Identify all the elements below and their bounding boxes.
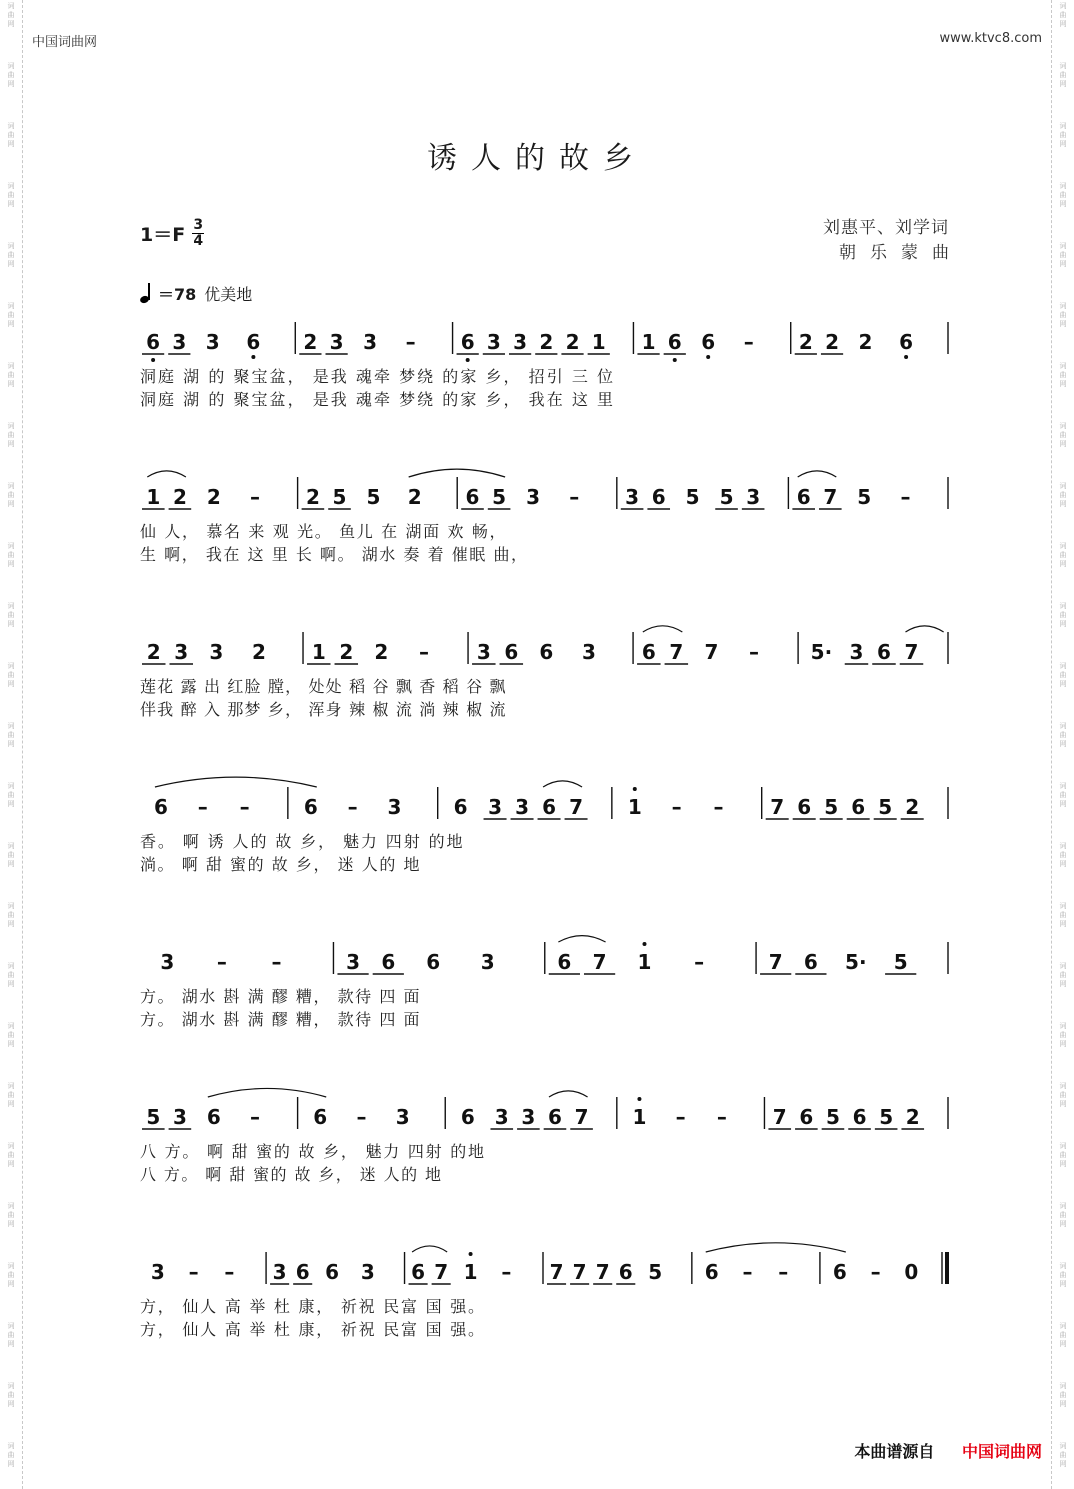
lyric-line: 八 方。 啊 甜 蜜的 故 乡， 迷 人的 地 (140, 1165, 441, 1184)
slur (549, 1091, 588, 1097)
side-watermark: 词 曲 网 (7, 1202, 15, 1228)
low-octave-dot (706, 355, 710, 359)
jianpu-note: 6 (411, 1260, 426, 1284)
side-watermark: 词 曲 网 (1059, 422, 1067, 448)
footer-source (854, 1439, 1042, 1462)
jianpu-note: 3 (476, 640, 491, 664)
jianpu-note: 6 (557, 950, 572, 974)
side-watermark: 词 曲 网 (7, 902, 15, 928)
side-watermark: 词 曲 网 (1059, 2, 1067, 28)
jianpu-note: 3 (515, 795, 530, 819)
jianpu-note: 3 (329, 330, 344, 354)
jianpu-note: 2 (251, 640, 266, 664)
jianpu-note: 5 (492, 485, 507, 509)
slur (208, 1088, 326, 1097)
jianpu-note: 7 (592, 950, 607, 974)
side-watermark: 词 曲 网 (7, 962, 15, 988)
dash-extension: – (224, 1260, 235, 1284)
jianpu-note: 7 (768, 950, 783, 974)
side-watermark: 词 曲 网 (7, 62, 15, 88)
dash-extension: – (250, 485, 261, 509)
low-octave-dot (466, 358, 470, 362)
side-watermark: 词 曲 网 (7, 722, 15, 748)
jianpu-note: 5 (146, 1105, 161, 1129)
jianpu-note: 5 (332, 485, 347, 509)
jianpu-note: 7 (772, 1105, 787, 1129)
side-watermark: 词 曲 网 (1059, 242, 1067, 268)
jianpu-note: 6 (539, 640, 554, 664)
dash-extension: – (743, 330, 754, 354)
jianpu-note: 3 (387, 795, 402, 819)
jianpu-note: 6 (453, 795, 468, 819)
side-watermark: 词 曲 网 (1059, 542, 1067, 568)
jianpu-note: 7 (904, 640, 919, 664)
jianpu-note: 7 (569, 795, 584, 819)
jianpu-note: 6 (465, 485, 480, 509)
site-url-header: www.ktvc8.com (939, 31, 1042, 46)
high-octave-dot (469, 1252, 473, 1256)
jianpu-note: 2 (798, 330, 813, 354)
jianpu-note: 3 (174, 640, 189, 664)
side-watermark: 词 曲 网 (7, 602, 15, 628)
side-watermark: 词 曲 网 (1059, 182, 1067, 208)
jianpu-note: 5 (824, 795, 839, 819)
dash-extension: – (356, 1105, 367, 1129)
jianpu-note: 3 (346, 950, 361, 974)
side-watermark: 词 曲 网 (1059, 722, 1067, 748)
side-watermark: 词 曲 网 (1059, 62, 1067, 88)
jianpu-note: 7 (574, 1105, 589, 1129)
dash-extension: – (778, 1260, 789, 1284)
side-watermark: 词 曲 网 (1059, 1142, 1067, 1168)
jianpu-note: 3 (205, 330, 220, 354)
lyric-line: 方， 仙人 高 举 杜 康， 祈祝 民富 国 强。 (140, 1297, 484, 1316)
jianpu-note: 6 (426, 950, 441, 974)
jianpu-note: 0 (904, 1260, 919, 1284)
expression-marking: 优美地 (204, 285, 253, 304)
side-watermark: 词 曲 网 (1059, 1262, 1067, 1288)
jianpu-note: 6 (246, 330, 261, 354)
lyric-line: 洞庭 湖 的 聚宝盆， 是我 魂牵 梦绕 的家 乡， 招引 三 位 (140, 367, 613, 386)
lyric-line: 香。 啊 诱 人的 故 乡， 魅力 四射 的地 (140, 832, 463, 851)
jianpu-note: 6 (704, 1260, 719, 1284)
lyric-line: 方， 仙人 高 举 杜 康， 祈祝 民富 国 强。 (140, 1320, 484, 1339)
slur (706, 1243, 846, 1252)
side-watermark: 词 曲 网 (7, 1382, 15, 1408)
key-label: 1＝F (140, 224, 186, 246)
dash-extension: – (197, 795, 208, 819)
jianpu-note: 6 (851, 795, 866, 819)
jianpu-note: 3 (272, 1260, 287, 1284)
jianpu-note: 2 (374, 640, 389, 664)
lyric-line: 洞庭 湖 的 聚宝盆， 是我 魂牵 梦绕 的家 乡， 我在 这 里 (140, 390, 613, 409)
low-octave-dot (251, 355, 255, 359)
slur (643, 626, 683, 632)
jianpu-note: 3 (526, 485, 540, 509)
high-octave-dot (637, 1097, 641, 1101)
dash-extension: – (250, 1105, 261, 1129)
side-watermark: 词 曲 网 (1059, 842, 1067, 868)
jianpu-note: 2 (303, 330, 318, 354)
dash-extension: – (742, 1260, 753, 1284)
dash-extension: – (569, 485, 580, 509)
jianpu-note: 5 (685, 485, 700, 509)
jianpu-note: 5 (878, 795, 893, 819)
dash-extension: – (347, 795, 358, 819)
jianpu-note: 2 (206, 485, 221, 509)
side-watermark: 词 曲 网 (1059, 602, 1067, 628)
jianpu-note: 2 (146, 640, 161, 664)
lyric-line: 淌。 啊 甜 蜜的 故 乡， 迷 人的 地 (140, 855, 420, 874)
jianpu-note: 7 (669, 640, 684, 664)
dash-extension: – (870, 1260, 881, 1284)
score-system (140, 1088, 948, 1184)
jianpu-note: 1 (463, 1260, 478, 1284)
slur (147, 471, 186, 477)
jianpu-note: 5 (825, 1105, 840, 1129)
side-watermark: 词 曲 网 (1059, 1202, 1067, 1228)
dash-extension: – (749, 640, 760, 664)
jianpu-note: 2 (825, 330, 839, 354)
jianpu-note: 3 (172, 330, 187, 354)
jianpu-note: 3 (209, 640, 224, 664)
side-watermark: 词 曲 网 (7, 482, 15, 508)
side-watermark: 词 曲 网 (7, 182, 15, 208)
low-octave-dot (151, 358, 155, 362)
jianpu-note: 6 (641, 640, 656, 664)
dash-extension: – (216, 950, 227, 974)
side-watermark: 词 曲 网 (7, 1022, 15, 1048)
jianpu-note: 5· (845, 950, 867, 974)
jianpu-note: 3 (513, 330, 528, 354)
source-label: 本曲谱源自 (854, 1442, 935, 1461)
jianpu-note: 1 (311, 640, 326, 664)
side-watermark: 词 曲 网 (7, 1082, 15, 1108)
jianpu-note: 6 (325, 1260, 340, 1284)
side-watermark: 词 曲 网 (7, 2, 15, 28)
time-numerator: 3 (193, 217, 204, 233)
slur (558, 936, 605, 942)
jianpu-note: 6 (206, 1105, 221, 1129)
jianpu-note: 7 (595, 1260, 610, 1284)
lyric-line: 方。 湖水 斟 满 醪 糟， 款待 四 面 (140, 987, 420, 1006)
jianpu-note: 3 (480, 950, 495, 974)
dash-extension: – (501, 1260, 512, 1284)
side-watermark: 词 曲 网 (7, 842, 15, 868)
slur (155, 777, 317, 787)
side-watermark: 词 曲 网 (1059, 1322, 1067, 1348)
jianpu-note: 6 (796, 485, 811, 509)
jianpu-note: 6 (701, 330, 716, 354)
jianpu-note: 3 (486, 330, 501, 354)
jianpu-note: 5 (648, 1260, 663, 1284)
jianpu-note: 6 (381, 950, 396, 974)
side-watermark: 词 曲 网 (1059, 1082, 1067, 1108)
side-watermark: 词 曲 网 (7, 242, 15, 268)
side-watermark: 词 曲 网 (7, 1262, 15, 1288)
jianpu-note: 2 (172, 485, 187, 509)
dash-extension: – (713, 795, 724, 819)
jianpu-note: 6 (797, 795, 812, 819)
side-watermark: 词 曲 网 (1059, 482, 1067, 508)
jianpu-note: 6 (548, 1105, 562, 1129)
jianpu-note: 6 (313, 1105, 328, 1129)
jianpu-note: 7 (823, 485, 838, 509)
dash-extension: – (188, 1260, 199, 1284)
lyric-line: 伴我 醉 入 那梦 乡， 浑身 辣 椒 流 淌 辣 椒 流 (140, 700, 506, 719)
slur (409, 469, 505, 477)
jianpu-note: 6 (877, 640, 891, 664)
score-system (140, 777, 948, 874)
lyric-line: 生 啊， 我在 这 里 长 啊。 湖水 奏 着 催眠 曲， (140, 545, 527, 564)
jianpu-note: 3 (363, 330, 377, 354)
side-watermark: 词 曲 网 (1059, 1442, 1067, 1468)
dash-extension: – (671, 795, 682, 819)
side-watermark: 词 曲 网 (1059, 782, 1067, 808)
side-watermark: 词 曲 网 (1059, 662, 1067, 688)
jianpu-note: 1 (627, 795, 642, 819)
dash-extension: – (716, 1105, 727, 1129)
jianpu-note: 1 (591, 330, 606, 354)
high-octave-dot (642, 942, 646, 946)
side-watermark: 词 曲 网 (7, 1142, 15, 1168)
jianpu-note: 1 (146, 485, 161, 509)
dash-extension: – (694, 950, 705, 974)
lyric-line: 方。 湖水 斟 满 醪 糟， 款待 四 面 (140, 1010, 420, 1029)
lyricist-credit: 刘惠平、刘学词 (823, 218, 949, 238)
low-octave-dot (904, 355, 908, 359)
side-watermark: 词 曲 网 (1059, 1022, 1067, 1048)
jianpu-note: 3 (521, 1105, 536, 1129)
jianpu-note: 6 (542, 795, 557, 819)
lyric-line: 八 方。 啊 甜 蜜的 故 乡， 魅力 四射 的地 (140, 1142, 484, 1161)
jianpu-note: 2 (539, 330, 554, 354)
jianpu-note: 7 (572, 1260, 587, 1284)
side-watermark: 词 曲 网 (7, 542, 15, 568)
dash-extension: – (239, 795, 250, 819)
side-watermark: 词 曲 网 (1059, 362, 1067, 388)
side-watermark: 词 曲 网 (7, 1322, 15, 1348)
jianpu-note: 5 (879, 1105, 894, 1129)
jianpu-note: 1 (641, 330, 656, 354)
lyric-line: 仙 人， 慕名 来 观 光。 鱼儿 在 湖面 欢 畅， (140, 522, 506, 541)
footer-brand: 中国词曲网 (961, 1442, 1042, 1461)
side-watermark: 词 曲 网 (1059, 902, 1067, 928)
side-watermark: 词 曲 网 (7, 422, 15, 448)
jianpu-note: 2 (858, 330, 873, 354)
score-system (140, 322, 948, 409)
dash-extension: – (271, 950, 282, 974)
jianpu-note: 6 (803, 950, 818, 974)
slur (798, 471, 837, 477)
slur (905, 626, 943, 632)
low-octave-dot (673, 358, 677, 362)
jianpu-note: 3 (625, 485, 640, 509)
jianpu-note: 6 (303, 795, 318, 819)
jianpu-note: 3 (150, 1260, 165, 1284)
side-watermark: 词 曲 网 (7, 782, 15, 808)
time-denominator: 4 (193, 233, 204, 249)
dash-extension: – (900, 485, 911, 509)
jianpu-note: 7 (704, 640, 719, 664)
dash-extension: – (418, 640, 429, 664)
jianpu-note: 6 (460, 330, 475, 354)
jianpu-note: 3 (746, 485, 761, 509)
composer-credit: 朝乐蒙曲 (839, 243, 963, 263)
side-watermark: 词 曲 网 (1059, 1382, 1067, 1408)
jianpu-note: 7 (549, 1260, 564, 1284)
jianpu-note: 6 (667, 330, 682, 354)
side-watermark: 词 曲 网 (7, 1442, 15, 1468)
score-system (140, 1243, 947, 1339)
jianpu-note: 3 (582, 640, 596, 664)
jianpu-note: 3 (488, 795, 503, 819)
jianpu-note: 2 (407, 485, 422, 509)
lyric-line: 莲花 露 出 红脸 膛， 处处 稻 谷 飘 香 稻 谷 飘 (140, 677, 506, 696)
side-watermark: 词 曲 网 (1059, 962, 1067, 988)
slur (543, 781, 582, 787)
jianpu-note: 6 (651, 485, 666, 509)
jianpu-note: 3 (360, 1260, 375, 1284)
jianpu-note: 6 (146, 330, 161, 354)
jianpu-note: 1 (637, 950, 652, 974)
high-octave-dot (633, 787, 637, 791)
side-watermark: 词 曲 网 (7, 362, 15, 388)
site-name-header: 中国词曲网 (32, 35, 98, 50)
jianpu-note: 3 (849, 640, 864, 664)
jianpu-note: 3 (160, 950, 175, 974)
jianpu-note: 6 (618, 1260, 633, 1284)
jianpu-note: 3 (395, 1105, 410, 1129)
jianpu-note: 2 (905, 1105, 920, 1129)
jianpu-note: 5 (366, 485, 381, 509)
score-system (140, 469, 948, 564)
jianpu-note: 2 (339, 640, 354, 664)
dash-extension: – (405, 330, 416, 354)
jianpu-note: 6 (899, 330, 914, 354)
jianpu-note: 7 (770, 795, 785, 819)
jianpu-note: 6 (153, 795, 168, 819)
jianpu-note: 5 (719, 485, 734, 509)
jianpu-note: 6 (295, 1260, 310, 1284)
score-system (140, 626, 948, 719)
score-system (140, 936, 948, 1029)
jianpu-note: 6 (799, 1105, 814, 1129)
jianpu-note: 2 (565, 330, 580, 354)
jianpu-note: 3 (494, 1105, 509, 1129)
jianpu-note: 1 (632, 1105, 647, 1129)
jianpu-note: 5 (857, 485, 872, 509)
jianpu-note: 2 (305, 485, 320, 509)
jianpu-note: 6 (504, 640, 519, 664)
jianpu-note: 5· (810, 640, 833, 664)
song-title: 诱人的故乡 (427, 141, 647, 176)
side-watermark: 词 曲 网 (1059, 302, 1067, 328)
jianpu-note: 6 (832, 1260, 847, 1284)
side-watermark: 词 曲 网 (7, 122, 15, 148)
tempo-value: ＝78 (158, 285, 197, 304)
jianpu-note: 6 (460, 1105, 475, 1129)
jianpu-note: 7 (434, 1260, 449, 1284)
dash-extension: – (675, 1105, 686, 1129)
jianpu-note: 3 (172, 1105, 187, 1129)
side-watermark: 词 曲 网 (7, 662, 15, 688)
jianpu-note: 5 (893, 950, 908, 974)
jianpu-note: 6 (852, 1105, 867, 1129)
jianpu-note: 2 (905, 795, 920, 819)
side-watermark: 词 曲 网 (1059, 122, 1067, 148)
slur (412, 1246, 447, 1252)
side-watermark: 词 曲 网 (7, 302, 15, 328)
